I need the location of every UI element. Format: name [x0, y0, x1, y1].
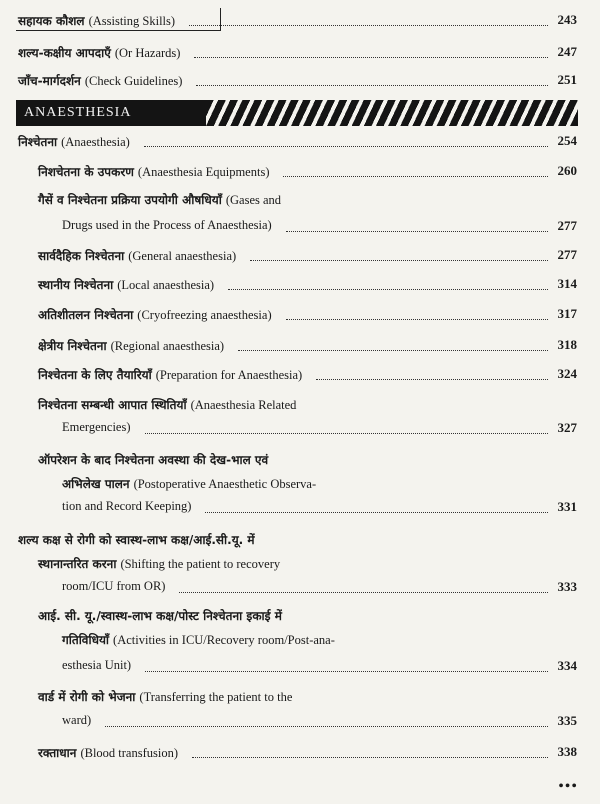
- english-title: (Or Hazards): [114, 46, 181, 60]
- page-number: 331: [557, 499, 577, 514]
- english-title: (Anaesthesia Related: [190, 398, 297, 412]
- page-number: 243: [557, 12, 577, 27]
- page-number: 277: [557, 218, 577, 233]
- english-title: room/ICU from OR): [62, 579, 166, 593]
- page-number: 333: [557, 579, 577, 594]
- leader-dots: [228, 287, 548, 290]
- leader-dots: [144, 144, 548, 147]
- page-number: 254: [557, 133, 577, 148]
- leader-dots: [286, 317, 548, 320]
- hindi-title: रक्ताधान: [38, 746, 77, 760]
- english-title: (Anaesthesia Equipments): [137, 165, 270, 179]
- toc-entry-line: [62, 713, 91, 728]
- english-title: (Assisting Skills): [88, 14, 176, 28]
- english-title: (Transferring the patient to the: [139, 690, 293, 704]
- page-number: 247: [557, 44, 577, 59]
- toc-entry-line: [62, 579, 165, 594]
- toc-entry-line: [62, 631, 335, 648]
- page-number: 277: [557, 247, 577, 262]
- toc-entry-line: [18, 133, 130, 150]
- leader-dots: [194, 55, 548, 58]
- toc-entry-line: [62, 499, 191, 514]
- leader-dots: [205, 510, 548, 513]
- english-title: (Check Guidelines): [84, 74, 183, 88]
- leader-dots: [145, 431, 549, 434]
- leader-dots: [179, 590, 548, 593]
- toc-entry-line: [38, 396, 296, 413]
- hindi-title: जाँच-मार्गदर्शन: [18, 74, 81, 88]
- toc-entry-line: [38, 163, 269, 180]
- toc-entry-line: [38, 451, 268, 468]
- hindi-title: क्षेत्रीय निश्चेतना: [38, 339, 107, 353]
- english-title: (Blood transfusion): [80, 746, 178, 760]
- page-number: 335: [557, 713, 577, 728]
- hindi-title: निश्चेतना सम्बन्धी आपात स्थितियाँ: [38, 398, 187, 412]
- english-title: (Cryofreezing anaesthesia): [137, 308, 272, 322]
- toc-entry-line: [38, 607, 282, 624]
- hindi-title: गैसें व निश्चेतना प्रक्रिया उपयोगी औषधियाँ: [38, 193, 222, 207]
- page-number: 334: [557, 658, 577, 673]
- toc-entry-line: [38, 744, 178, 761]
- toc-entry-line: [18, 44, 180, 61]
- english-title: ward): [62, 713, 92, 727]
- hindi-title: ऑपरेशन के बाद निश्चेतना अवस्था की देख-भाल एवं: [38, 453, 269, 467]
- english-title: esthesia Unit): [62, 658, 132, 672]
- hindi-title: शल्य कक्ष से रोगी को स्वास्थ-लाभ कक्ष/आई.सी.यू. में: [18, 533, 255, 547]
- hindi-title: निशचेतना के उपकरण: [38, 165, 134, 179]
- hindi-title: अभिलेख पालन: [62, 477, 130, 491]
- hindi-title: अतिशीतलन निश्चेतना: [38, 308, 134, 322]
- continuation-marker: •••: [558, 778, 578, 795]
- toc-entry-line: [38, 366, 302, 383]
- page-number: 260: [557, 163, 577, 178]
- english-title: Emergencies): [62, 420, 131, 434]
- toc-entry-line: [38, 337, 224, 354]
- hindi-title: शल्य-कक्षीय आपदाएँ: [18, 46, 111, 60]
- english-title: (Activities in ICU/Recovery room/Post-ana-: [113, 633, 335, 647]
- english-title: tion and Record Keeping): [62, 499, 192, 513]
- english-title: (Shifting the patient to recovery: [120, 557, 281, 571]
- toc-entry-line: [18, 72, 182, 89]
- toc-entry-line: [38, 191, 281, 208]
- leader-dots: [250, 258, 548, 261]
- toc-entry-line: [62, 218, 272, 233]
- leader-dots: [145, 669, 548, 672]
- leader-dots: [316, 377, 548, 380]
- toc-entry-line: [38, 688, 292, 705]
- page-number: 317: [557, 306, 577, 321]
- hindi-title: निश्चेतना: [18, 135, 58, 149]
- section-header-bar: [16, 100, 578, 126]
- page-number: 338: [557, 744, 577, 759]
- decorative-stripes: [206, 100, 578, 126]
- leader-dots: [105, 724, 548, 727]
- english-title: (Preparation for Anaesthesia): [155, 368, 303, 382]
- english-title: (Regional anaesthesia): [110, 339, 225, 353]
- english-title: (Local anaesthesia): [117, 278, 215, 292]
- hindi-title: स्थानीय निश्चेतना: [38, 278, 114, 292]
- toc-entry-line: [62, 475, 316, 492]
- hindi-title: सहायक कौशल: [18, 14, 85, 28]
- hindi-title: गतिविधियाँ: [62, 633, 110, 647]
- leader-dots: [283, 174, 548, 177]
- page-number: 318: [557, 337, 577, 352]
- toc-entry-line: [38, 555, 280, 572]
- toc-entry-line: [18, 12, 175, 29]
- english-title: (General anaesthesia): [128, 249, 237, 263]
- toc-entry-line: [62, 658, 131, 673]
- hindi-title: निश्चेतना के लिए तैयारियाँ: [38, 368, 152, 382]
- page-number: 327: [557, 420, 577, 435]
- english-title: (Anaesthesia): [61, 135, 130, 149]
- toc-entry-line: [38, 276, 214, 293]
- page-number: 251: [557, 72, 577, 87]
- section-title: ANAESTHESIA: [24, 105, 132, 120]
- page-number: 324: [557, 366, 577, 381]
- toc-entry-line: [62, 420, 131, 435]
- hindi-title: आई. सी. यू./स्वास्थ-लाभ कक्ष/पोस्ट निश्चेतना इकाई में: [38, 609, 282, 623]
- english-title: Drugs used in the Process of Anaesthesia): [62, 218, 272, 232]
- leader-dots: [189, 23, 548, 26]
- leader-dots: [192, 755, 548, 758]
- hindi-title: वार्ड में रोगी को भेजना: [38, 690, 136, 704]
- toc-entry-line: [18, 531, 255, 548]
- leader-dots: [238, 348, 548, 351]
- hindi-title: सार्वदैहिक निश्चेतना: [38, 249, 125, 263]
- hindi-title: स्थानान्तरित करना: [38, 557, 117, 571]
- toc-entry-line: [38, 306, 272, 323]
- english-title: (Postoperative Anaesthetic Observa-: [133, 477, 317, 491]
- page-number: 314: [557, 276, 577, 291]
- english-title: (Gases and: [225, 193, 282, 207]
- leader-dots: [196, 83, 548, 86]
- leader-dots: [286, 229, 548, 232]
- toc-entry-line: [38, 247, 236, 264]
